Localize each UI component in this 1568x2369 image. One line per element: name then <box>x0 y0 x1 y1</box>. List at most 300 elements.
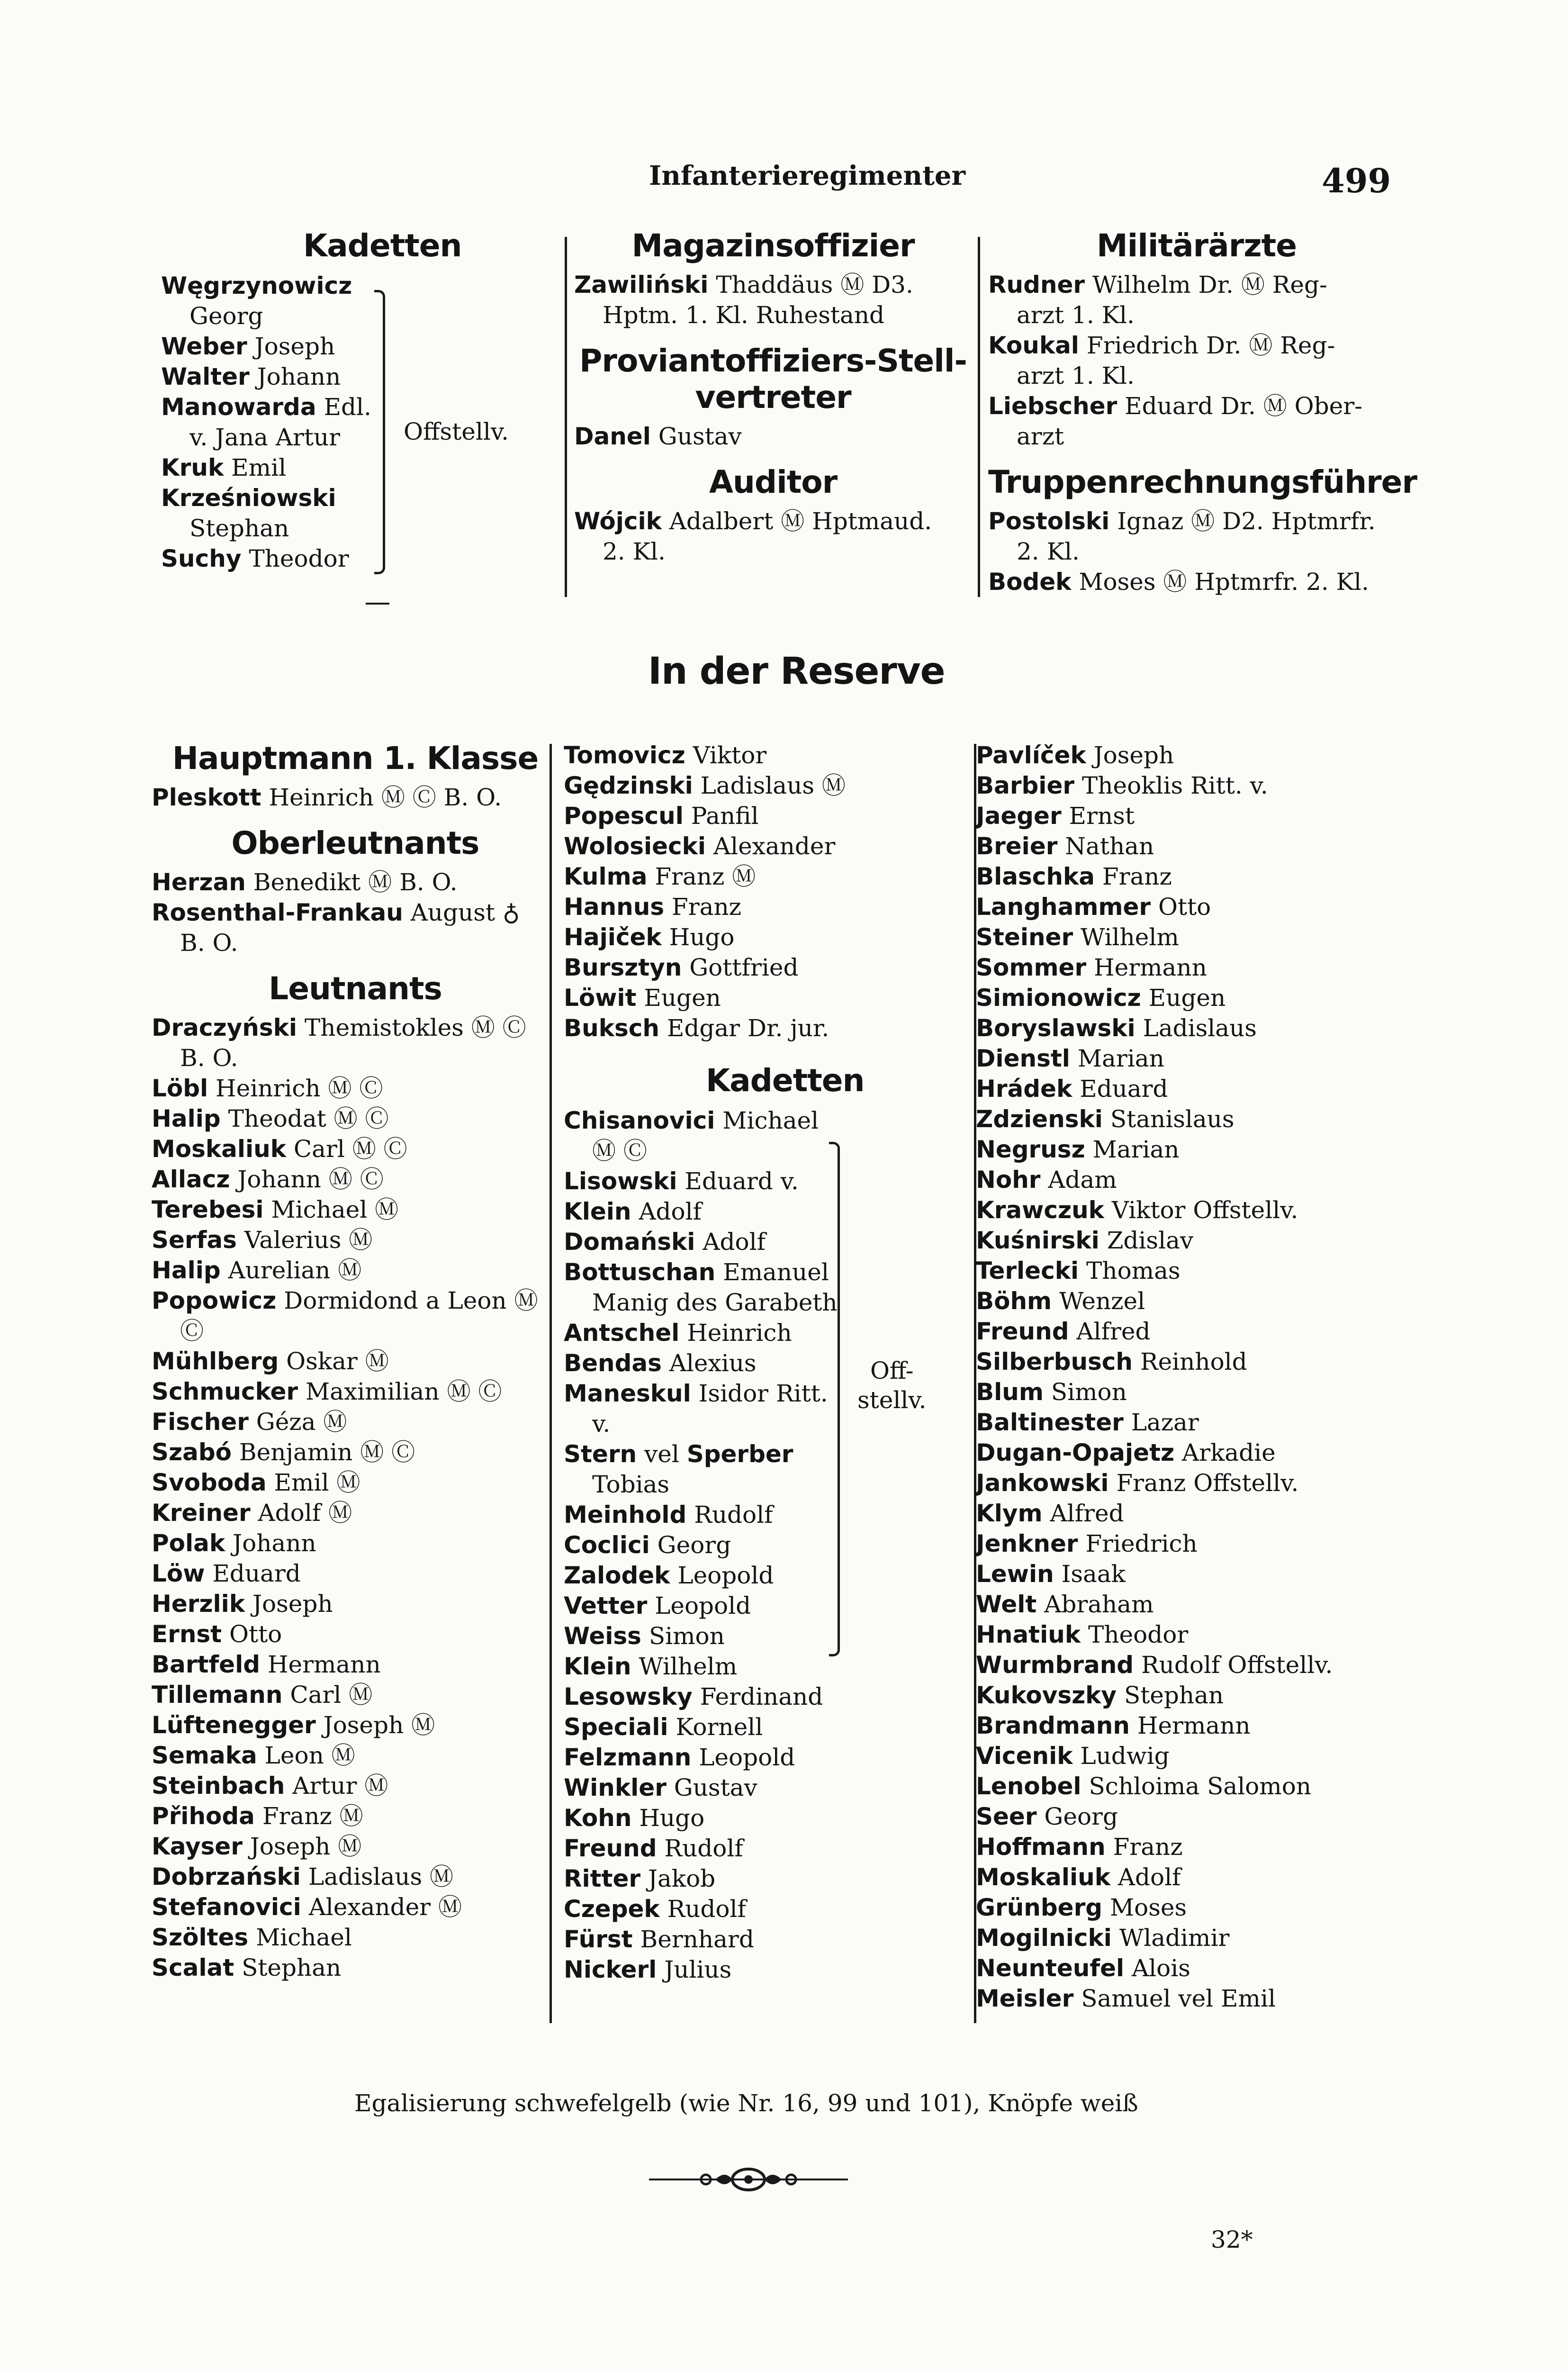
list-item <box>564 801 981 831</box>
given-name: Alfred <box>1050 1500 1124 1527</box>
column-divider <box>978 237 980 597</box>
list-item <box>564 1591 981 1621</box>
list-item <box>564 1924 981 1954</box>
continuation-line: Ⓜ Ⓒ <box>592 1137 647 1165</box>
given-name: Wladimir <box>1119 1924 1230 1952</box>
surname: Mühlberg <box>152 1347 279 1375</box>
list-item <box>564 1712 981 1742</box>
surname: Silberbusch <box>976 1348 1133 1375</box>
surname: Kreiner <box>152 1499 251 1527</box>
given-name: Franz Ⓜ <box>262 1802 363 1830</box>
surname: Fürst <box>564 1926 633 1953</box>
list-item <box>976 1619 1393 1650</box>
surname: Bottuschan <box>564 1258 716 1286</box>
entry-list <box>152 867 559 958</box>
surname: Jenkner <box>976 1530 1078 1557</box>
surname: Meinhold <box>564 1501 687 1528</box>
list-item <box>152 1103 559 1134</box>
surname: Czepek <box>564 1895 660 1923</box>
list-item <box>976 1438 1393 1468</box>
surname: Ritter <box>564 1865 641 1892</box>
surname: Kuśnirski <box>976 1227 1099 1254</box>
given-name: August ♁ <box>410 899 520 926</box>
list-item <box>152 1740 559 1771</box>
given-name: Theodor <box>249 545 349 572</box>
list-item <box>976 1165 1393 1195</box>
list-item <box>564 1196 981 1227</box>
surname: Węgrzynowicz <box>161 272 352 299</box>
surname: Postolski <box>988 507 1110 535</box>
surname: Klym <box>976 1500 1043 1527</box>
surname: Vicenik <box>976 1742 1073 1770</box>
surname: Buksch <box>564 1014 659 1042</box>
list-item <box>152 897 559 958</box>
given-name: Carl Ⓜ Ⓒ <box>293 1135 407 1163</box>
list-item <box>152 1589 559 1619</box>
given-name: Georg <box>1044 1803 1118 1830</box>
section-heading: Kadetten <box>303 227 462 264</box>
given-name: Adalbert Ⓜ Hptmaud. <box>669 507 932 535</box>
list-item <box>564 740 981 770</box>
given-name: Theodat Ⓜ Ⓒ <box>228 1105 389 1132</box>
surname: Halip <box>152 1105 221 1132</box>
surname: Herzlik <box>152 1590 245 1618</box>
list-item <box>564 1500 981 1530</box>
surname: Nohr <box>976 1166 1041 1194</box>
surname: Svoboda <box>152 1469 267 1496</box>
given-name: Nathan <box>1065 832 1154 860</box>
signature-mark: 32* <box>1211 2226 1253 2253</box>
list-item <box>988 270 1405 330</box>
surname: Coclici <box>564 1531 650 1559</box>
list-item <box>161 483 550 543</box>
given-name: Viktor <box>693 741 767 769</box>
surname: Negrusz <box>976 1136 1085 1163</box>
list-item <box>564 1439 981 1500</box>
given-name: Lazar <box>1131 1409 1199 1436</box>
surname: Scalat <box>152 1954 234 1981</box>
given-name: Adolf <box>1117 1863 1181 1891</box>
list-item <box>152 1831 559 1862</box>
given-name: Franz <box>672 893 741 921</box>
surname: Krawczuk <box>976 1196 1104 1224</box>
list-item <box>574 506 972 567</box>
given-name: Johann Ⓜ Ⓒ <box>237 1166 384 1193</box>
section-heading: Leutnants <box>269 970 442 1007</box>
list-item <box>976 1862 1393 1892</box>
footer-note: Egalisierung schwefelgelb (wie Nr. 16, 99 und 101), Knöpfe weiß <box>354 2089 1138 2117</box>
list-item <box>161 362 550 392</box>
list-item <box>152 1649 559 1680</box>
given-name: Johann <box>257 363 341 390</box>
list-item <box>976 1741 1393 1771</box>
surname: Semaka <box>152 1742 257 1769</box>
surname: Terlecki <box>976 1257 1079 1284</box>
list-item <box>564 952 981 983</box>
list-item <box>152 1013 559 1073</box>
list-item <box>574 270 972 330</box>
list-item <box>976 952 1393 983</box>
surname: Freund <box>976 1318 1069 1345</box>
list-item <box>976 1134 1393 1165</box>
given-name: Joseph <box>254 333 335 360</box>
given-name: Marian <box>1092 1136 1180 1163</box>
given-name: Ignaz Ⓜ D2. Hptmrfr. <box>1117 507 1376 535</box>
surname: Walter <box>161 363 250 390</box>
surname: Winkler <box>564 1774 667 1801</box>
given-name: Franz Ⓜ <box>655 863 756 890</box>
given-name: Gustav <box>674 1774 757 1801</box>
given-name: Leopold <box>677 1562 774 1589</box>
list-item <box>976 1801 1393 1832</box>
given-name: Stanislaus <box>1110 1105 1235 1133</box>
given-name: Leon Ⓜ <box>264 1742 355 1769</box>
surname: Pleskott <box>152 784 261 811</box>
given-name: Rudolf <box>664 1835 743 1862</box>
list-item <box>152 1467 559 1498</box>
given-name: Eugen <box>644 984 721 1012</box>
section-heading: Magazinsoffizier <box>631 227 915 264</box>
entry-list <box>564 1621 981 1985</box>
brace-note-offstellv: Offstellv. <box>404 418 509 445</box>
surname: Danel <box>574 423 651 450</box>
continuation-line: Ⓒ <box>180 1317 204 1345</box>
given-name: Ferdinand <box>700 1683 823 1710</box>
surname: Brandmann <box>976 1712 1130 1739</box>
list-item <box>161 271 550 331</box>
surname: Sperber <box>686 1440 793 1468</box>
surname: Krześniowski <box>161 484 336 512</box>
given-name: Carl Ⓜ <box>290 1681 373 1709</box>
list-item <box>564 1105 981 1166</box>
given-name: Isidor Ritt. <box>698 1380 828 1407</box>
surname: Tillemann <box>152 1681 283 1709</box>
given-name: Wenzel <box>1059 1287 1145 1315</box>
list-item <box>976 1347 1393 1377</box>
section-heading: Truppenrechnungsführer <box>988 464 1417 500</box>
given-name: Oskar Ⓜ <box>286 1347 389 1375</box>
given-name: Panfil <box>691 802 759 830</box>
list-item <box>976 1771 1393 1801</box>
surname: Kayser <box>152 1833 243 1860</box>
page-number: 499 <box>1322 161 1391 200</box>
given-name: Rudolf <box>667 1895 747 1923</box>
surname: Manowarda <box>161 393 316 421</box>
given-name: Benjamin Ⓜ Ⓒ <box>239 1438 415 1466</box>
surname: Kulma <box>564 863 648 890</box>
list-item <box>152 1376 559 1407</box>
surname: Bursztyn <box>564 954 682 981</box>
given-name: Wilhelm Dr. Ⓜ Reg- <box>1092 271 1327 298</box>
surname: Weiss <box>564 1622 641 1650</box>
list-item <box>976 770 1393 801</box>
list-item <box>988 567 1405 597</box>
given-name: Moses <box>1109 1894 1187 1921</box>
surname: Allacz <box>152 1166 230 1193</box>
continuation-line: Georg <box>189 302 263 330</box>
given-name: Heinrich <box>687 1319 792 1347</box>
given-name: Eduard Dr. Ⓜ Ober- <box>1125 392 1363 420</box>
list-item <box>574 421 972 452</box>
given-name: Géza Ⓜ <box>256 1408 347 1436</box>
given-name: Arkadie <box>1181 1439 1276 1466</box>
continuation-line: 2. Kl. <box>603 538 666 565</box>
divider <box>366 603 389 605</box>
list-item <box>564 1166 981 1196</box>
list-item <box>564 1682 981 1712</box>
surname: Tomovicz <box>564 741 685 769</box>
section-heading: Oberleutnants <box>231 825 479 861</box>
given-name: vel <box>644 1440 679 1468</box>
continuation-line: B. O. <box>180 929 238 957</box>
given-name: Eduard <box>1080 1075 1168 1103</box>
list-item <box>976 1710 1393 1741</box>
list-item <box>976 1104 1393 1134</box>
surname: Szabó <box>152 1438 232 1466</box>
list-item <box>976 1680 1393 1710</box>
continuation-line: arzt 1. Kl. <box>1017 301 1135 329</box>
surname: Kruk <box>161 454 224 481</box>
given-name: Rudolf <box>694 1501 773 1528</box>
list-item <box>564 1894 981 1924</box>
list-item <box>152 1922 559 1953</box>
surname: Schmucker <box>152 1378 298 1405</box>
continuation-line: v. Jana Artur <box>189 424 341 451</box>
given-name: Friedrich Dr. Ⓜ Reg- <box>1086 332 1335 359</box>
given-name: Ladislaus <box>1143 1014 1257 1042</box>
list-item <box>976 1468 1393 1498</box>
list-item <box>152 1558 559 1589</box>
given-name: Alois <box>1132 1954 1190 1982</box>
surname: Herzan <box>152 868 246 896</box>
list-item <box>976 1043 1393 1074</box>
given-name: Eduard v. <box>685 1167 799 1195</box>
list-item <box>976 1528 1393 1559</box>
given-name: Leopold <box>655 1592 751 1619</box>
surname: Maneskul <box>564 1380 691 1407</box>
list-item <box>152 1407 559 1437</box>
list-item <box>152 1771 559 1801</box>
surname: Freund <box>564 1835 657 1862</box>
surname: Simionowicz <box>976 984 1141 1012</box>
surname: Zalodek <box>564 1562 670 1589</box>
given-name: Joseph <box>1093 741 1174 769</box>
surname: Klein <box>564 1198 631 1225</box>
surname: Hrádek <box>976 1075 1072 1103</box>
given-name: Friedrich <box>1085 1530 1198 1557</box>
given-name: Emanuel <box>723 1258 829 1286</box>
given-name: Samuel vel Emil <box>1081 1985 1276 2012</box>
surname: Zawiliński <box>574 271 709 298</box>
reserve-heading: In der Reserve <box>648 650 945 693</box>
given-name: Hermann <box>267 1651 381 1678</box>
list-item <box>976 861 1393 892</box>
surname: Antschel <box>564 1319 680 1347</box>
given-name: Reinhold <box>1140 1348 1247 1375</box>
surname: Löbl <box>152 1075 208 1102</box>
given-name: Zdislav <box>1107 1227 1194 1254</box>
list-item <box>152 1073 559 1103</box>
list-item <box>988 506 1405 567</box>
surname: Sommer <box>976 954 1087 981</box>
list-item <box>564 1257 981 1318</box>
surname: Löwit <box>564 984 637 1012</box>
given-name: Wilhelm <box>639 1653 738 1680</box>
surname: Chisanovici <box>564 1107 715 1134</box>
given-name: Hugo <box>639 1804 705 1832</box>
reserve-column-left <box>152 740 559 1983</box>
given-name: Joseph <box>252 1590 333 1618</box>
given-name: Eduard <box>212 1560 301 1587</box>
given-name: Alexander Ⓜ <box>308 1893 462 1921</box>
given-name: Stephan <box>1124 1682 1224 1709</box>
surname: Popescul <box>564 802 684 830</box>
given-name: Otto <box>229 1620 282 1648</box>
surname: Dienstl <box>976 1045 1070 1072</box>
surname: Bendas <box>564 1349 662 1377</box>
list-item <box>564 1803 981 1833</box>
surname: Böhm <box>976 1287 1052 1315</box>
given-name: Ladislaus Ⓜ <box>308 1863 454 1890</box>
list-item <box>976 1316 1393 1347</box>
surname: Zdzienski <box>976 1105 1103 1133</box>
list-item <box>976 1589 1393 1619</box>
surname: Wurmbrand <box>976 1651 1134 1679</box>
list-item <box>152 1225 559 1255</box>
given-name: Michael <box>722 1107 819 1134</box>
list-item <box>564 1954 981 1985</box>
given-name: Viktor Offstellv. <box>1111 1196 1298 1224</box>
given-name: Valerius Ⓜ <box>244 1226 373 1254</box>
given-name: Eugen <box>1148 984 1226 1012</box>
surname: Bartfeld <box>152 1651 261 1678</box>
surname: Vetter <box>564 1592 648 1619</box>
given-name: Adolf <box>703 1228 766 1256</box>
continuation-line: Hptm. 1. Kl. Ruhestand <box>603 301 885 329</box>
surname: Stern <box>564 1440 637 1468</box>
surname: Steinbach <box>152 1772 285 1799</box>
surname: Kukovszky <box>976 1682 1117 1709</box>
column-divider <box>565 237 567 597</box>
list-item <box>976 1892 1393 1923</box>
surname: Gędzinski <box>564 772 693 799</box>
list-item <box>152 1255 559 1285</box>
list-item <box>564 1621 981 1651</box>
top-column-right <box>988 227 1417 597</box>
surname: Felzmann <box>564 1744 692 1771</box>
surname: Ernst <box>152 1620 222 1648</box>
list-item <box>976 801 1393 831</box>
given-name: Themistokles Ⓜ Ⓒ <box>304 1014 526 1041</box>
list-item <box>564 831 981 861</box>
list-item <box>976 1498 1393 1528</box>
list-item <box>152 867 559 897</box>
surname: Grünberg <box>976 1894 1103 1921</box>
surname: Dobrzański <box>152 1863 301 1890</box>
given-name: Thomas <box>1086 1257 1181 1284</box>
surname: Jankowski <box>976 1469 1109 1497</box>
given-name: Emil <box>231 454 287 481</box>
surname: Hannus <box>564 893 665 921</box>
list-item <box>976 983 1393 1013</box>
given-name: Gottfried <box>689 954 799 981</box>
given-name: Abraham <box>1044 1591 1154 1618</box>
surname: Langhammer <box>976 893 1151 921</box>
list-item <box>564 1742 981 1772</box>
given-name: Johann <box>233 1529 316 1557</box>
given-name: Theoklis Ritt. v. <box>1081 772 1268 799</box>
given-name: Otto <box>1158 893 1211 921</box>
list-item <box>161 543 550 574</box>
given-name: Adolf Ⓜ <box>258 1499 352 1527</box>
given-name: Hermann <box>1137 1712 1251 1739</box>
list-item <box>152 1194 559 1225</box>
given-name: Alexius <box>669 1349 757 1377</box>
given-name: Isaak <box>1061 1560 1126 1588</box>
given-name: Dormidond a Leon Ⓜ <box>284 1287 538 1314</box>
continuation-line: v. <box>592 1410 611 1438</box>
given-name: Alexander <box>713 832 836 860</box>
list-item <box>152 1619 559 1649</box>
given-name: Simon <box>649 1622 725 1650</box>
list-item <box>976 1225 1393 1256</box>
list-item <box>564 892 981 922</box>
column-divider <box>550 744 552 2023</box>
given-name: Heinrich Ⓜ Ⓒ <box>216 1075 383 1102</box>
surname: Hajiček <box>564 923 662 951</box>
given-name: Theodor <box>1088 1621 1189 1648</box>
list-item <box>564 861 981 892</box>
surname: Boryslawski <box>976 1014 1135 1042</box>
given-name: Bernhard <box>640 1926 754 1953</box>
list-item <box>564 1560 981 1591</box>
list-item <box>976 1407 1393 1438</box>
list-item <box>976 1377 1393 1407</box>
entry-list <box>574 421 972 452</box>
entry-list <box>152 782 559 813</box>
continuation-line: B. O. <box>180 1044 238 1072</box>
surname: Bodek <box>988 568 1072 596</box>
list-item <box>976 1256 1393 1286</box>
list-item <box>564 1651 981 1682</box>
continuation-line: Tobias <box>592 1471 670 1498</box>
list-item <box>152 1164 559 1194</box>
continuation-line: arzt <box>1017 423 1064 450</box>
surname: Szöltes <box>152 1924 249 1951</box>
surname: Halip <box>152 1257 221 1284</box>
list-item <box>564 922 981 952</box>
given-name: Hermann <box>1094 954 1207 981</box>
surname: Domański <box>564 1228 695 1256</box>
continuation-line: arzt 1. Kl. <box>1017 362 1135 389</box>
list-item <box>564 983 981 1013</box>
given-name: Emil Ⓜ <box>274 1469 360 1496</box>
given-name: Maximilian Ⓜ Ⓒ <box>305 1378 502 1405</box>
given-name: Gustav <box>658 423 742 450</box>
surname: Polak <box>152 1529 225 1557</box>
continuation-line: Stephan <box>189 515 289 542</box>
surname: Weber <box>161 333 247 360</box>
section-heading: Proviantoffiziers-Stell-vertreter <box>579 343 967 416</box>
given-name: Edgar Dr. jur. <box>667 1014 829 1042</box>
list-item <box>976 740 1393 770</box>
surname: Nickerl <box>564 1956 657 1983</box>
continuation-line: Manig des Garabeth <box>592 1289 838 1316</box>
given-name: Franz Offstellv. <box>1116 1469 1299 1497</box>
brace-note-offstellv: Off- stellv. <box>857 1357 927 1414</box>
entry-list <box>574 506 972 567</box>
given-name: Ernst <box>1069 802 1135 830</box>
